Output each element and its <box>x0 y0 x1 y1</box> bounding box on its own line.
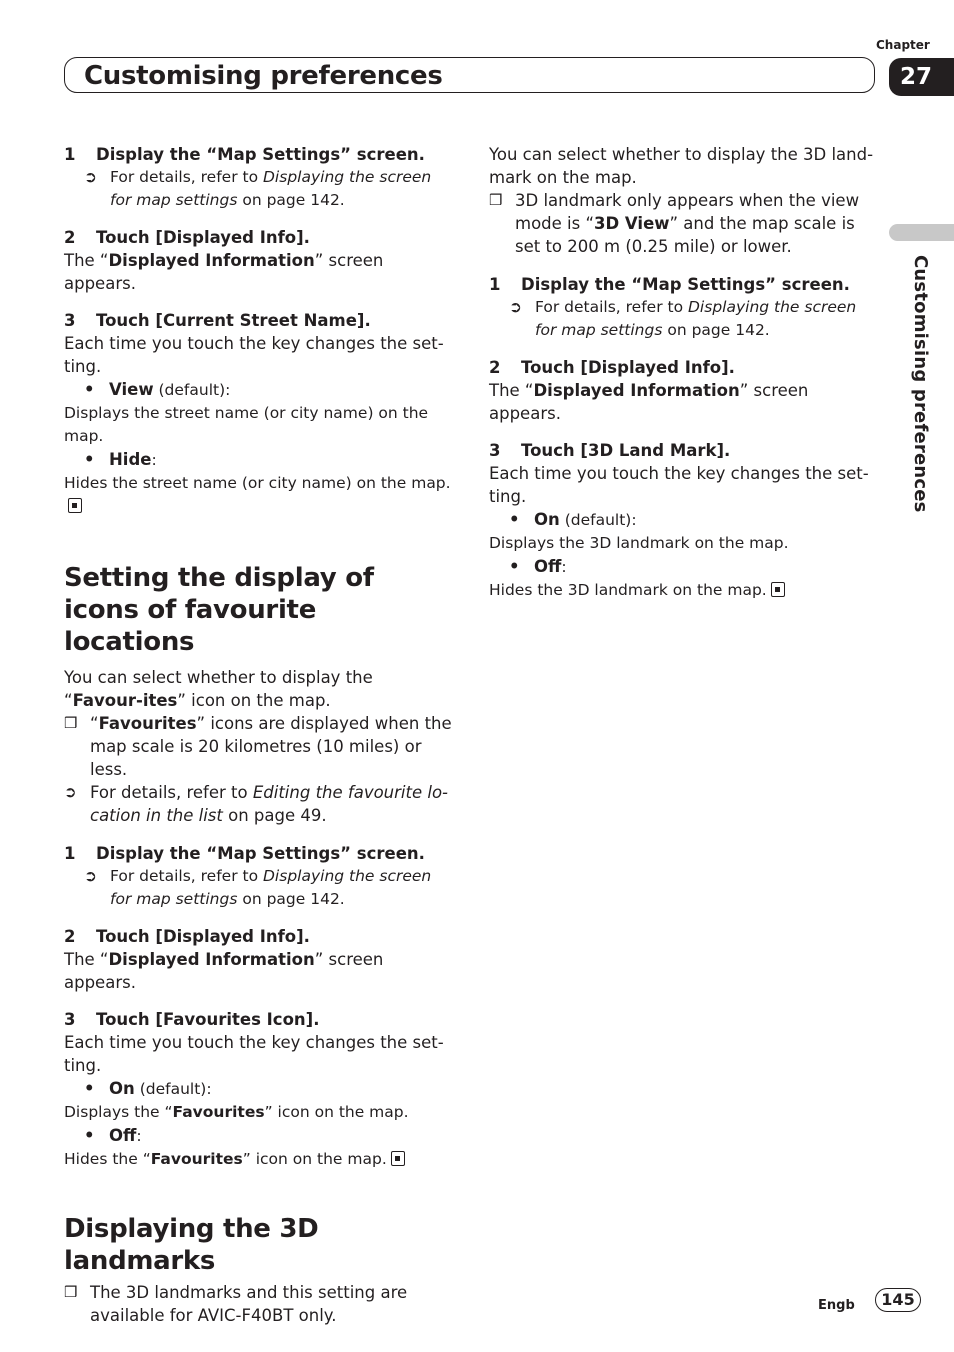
end-mark-icon <box>68 498 82 513</box>
note: ❒ The 3D landmarks and this setting are available for AVIC-F40BT only. <box>64 1283 408 1325</box>
option-list <box>84 378 452 402</box>
list-item: • On (default): <box>84 1079 212 1098</box>
paragraph: The “Displayed Information” screen appears. <box>489 381 809 423</box>
step: 1 Display the “Map Settings” screen. <box>489 275 850 294</box>
page-number: 145 <box>875 1288 921 1312</box>
checkbox-icon: ❒ <box>489 191 503 209</box>
page-title: Customising preferences <box>84 61 443 91</box>
checkbox-icon: ❒ <box>64 714 78 732</box>
list-item: • Off: <box>84 1126 142 1145</box>
left-column <box>64 143 452 1327</box>
paragraph: Each time you touch the key changes the set-ting. <box>64 1033 444 1075</box>
reference-note: ➲ For details, refer to Displaying the screen for map settings on page 142. <box>84 166 452 212</box>
paragraph: The “Displayed Information” screen appears. <box>64 251 384 293</box>
chapter-number-badge: 27 <box>889 58 954 96</box>
paragraph: Each time you touch the key changes the set-ting. <box>489 464 869 506</box>
reference-note: ➲ For details, refer to Displaying the screen for map settings on page 142. <box>509 296 877 342</box>
step: 1 Display the “Map Settings” screen. <box>64 145 425 164</box>
option-description: Hides the “Favourites” icon on the map. <box>64 1148 452 1171</box>
arrow-icon: ➲ <box>509 298 522 316</box>
option-description: Hides the street name (or city name) on the map. <box>64 472 452 518</box>
right-column <box>489 143 877 602</box>
step: 3 Touch [Current Street Name]. <box>64 311 371 330</box>
step: 2 Touch [Displayed Info]. <box>489 358 735 377</box>
end-mark-icon <box>391 1151 405 1166</box>
side-tab-marker <box>889 224 954 241</box>
step: 3 Touch [Favourites Icon]. <box>64 1010 320 1029</box>
paragraph: You can select whether to display the 3D land-mark on the map. <box>489 145 874 187</box>
paragraph: You can select whether to display the “Favour-ites” icon on the map. <box>64 668 373 710</box>
step: 1 Display the “Map Settings” screen. <box>64 844 425 863</box>
arrow-icon: ➲ <box>64 783 77 801</box>
step: 2 Touch [Displayed Info]. <box>64 927 310 946</box>
checkbox-icon: ❒ <box>64 1283 78 1301</box>
end-mark-icon <box>771 582 785 597</box>
note: ❒ 3D landmark only appears when the view mode is “3D View” and the map scale is set to 200 m (0.25 mile) or lower. <box>489 191 860 256</box>
arrow-icon: ➲ <box>84 168 97 186</box>
paragraph: Each time you touch the key changes the set-ting. <box>64 334 444 376</box>
list-item: • Hide: <box>84 450 157 469</box>
side-tab-label: Customising preferences <box>910 255 931 513</box>
reference-note: ➲ For details, refer to Editing the favourite lo-cation in the list on page 49. <box>64 783 448 825</box>
language-code: Engb <box>818 1298 855 1313</box>
option-list <box>84 1124 452 1148</box>
option-description: Displays the 3D landmark on the map. <box>489 534 789 552</box>
option-description: Hides the 3D landmark on the map. <box>489 579 877 602</box>
option-list <box>509 508 877 532</box>
list-item: • On (default): <box>509 510 637 529</box>
note: ❒ “Favourites” icons are displayed when the map scale is 20 kilometres (10 miles) or less. <box>64 714 452 779</box>
section-heading: Displaying the 3D landmarks <box>64 1214 319 1276</box>
option-list <box>84 448 452 472</box>
paragraph: The “Displayed Information” screen appears. <box>64 950 384 992</box>
reference-note: ➲ For details, refer to Displaying the screen for map settings on page 142. <box>84 865 452 911</box>
option-description: Displays the street name (or city name) on the map. <box>64 404 429 445</box>
option-list <box>509 555 877 579</box>
arrow-icon: ➲ <box>84 867 97 885</box>
chapter-label: Chapter <box>876 38 930 52</box>
option-description: Displays the “Favourites” icon on the map. <box>64 1103 409 1121</box>
option-list <box>84 1077 452 1101</box>
section-heading: Setting the display of icons of favourite locations <box>64 563 374 657</box>
step: 3 Touch [3D Land Mark]. <box>489 441 731 460</box>
list-item: • View (default): <box>84 380 231 399</box>
step: 2 Touch [Displayed Info]. <box>64 228 310 247</box>
list-item: • Off: <box>509 557 567 576</box>
